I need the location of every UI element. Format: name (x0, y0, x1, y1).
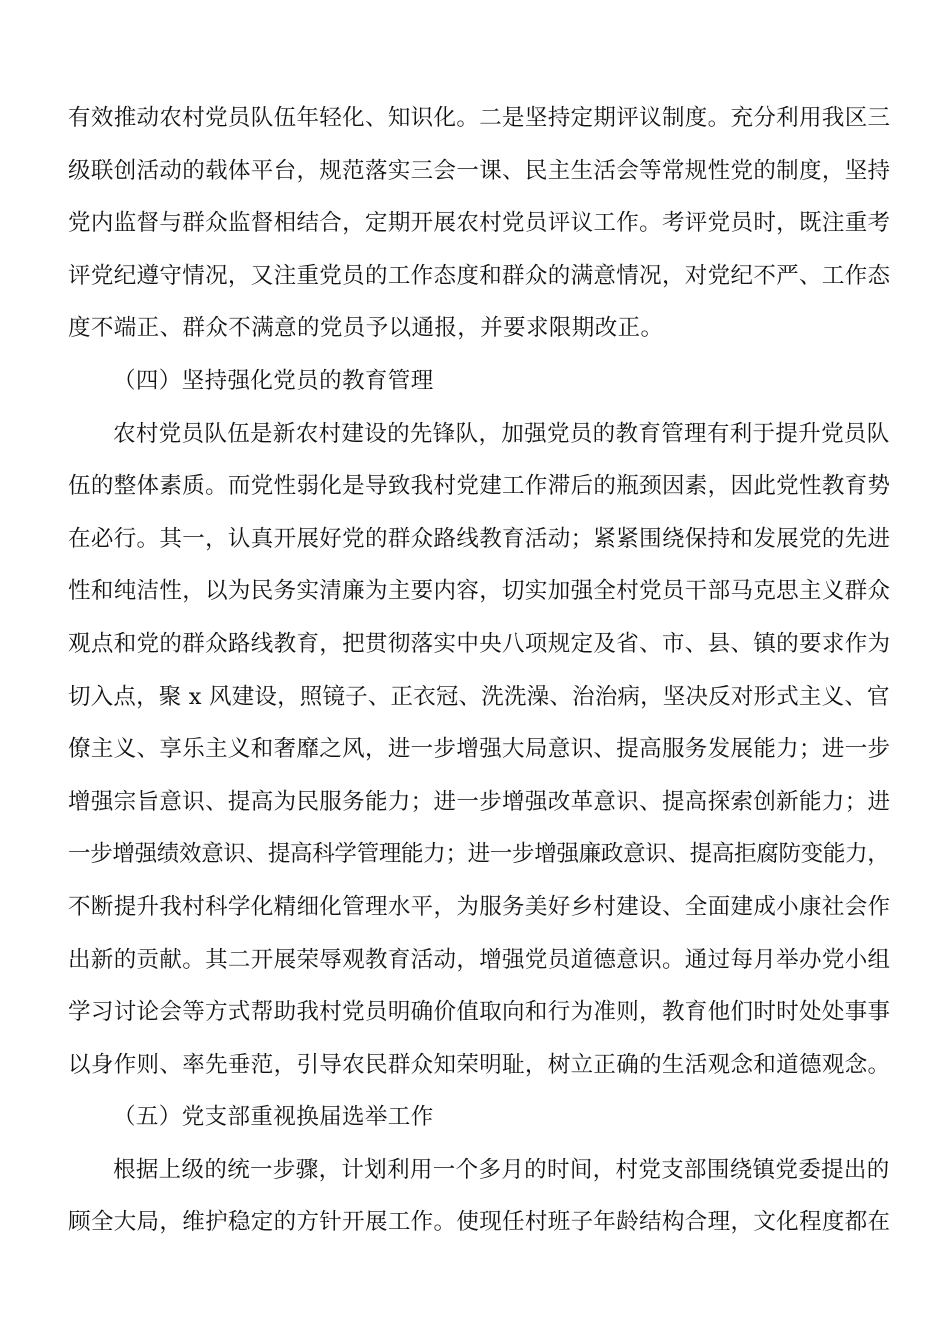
text-line: 观点和党的群众路线教育，把贯彻落实中央八项规定及省、市、县、镇的要求作为 (68, 630, 891, 657)
text-line: 切入点，聚 x 风建设，照镜子、正衣冠、洗洗澡、治治病，坚决反对形式主义、官 (68, 683, 890, 710)
text-line: 学习讨论会等方式帮助我村党员明确价值取向和行为准则，教育他们时时处处事事 (68, 999, 891, 1026)
text-line: 在必行。其一，认真开展好党的群众路线教育活动；紧紧围绕保持和发展党的先进 (68, 525, 891, 552)
text-line: 度不端正、群众不满意的党员予以通报，并要求限期改正。 (68, 315, 664, 342)
text-line: 不断提升我村科学化精细化管理水平，为服务美好乡村建设、全面建成小康社会作 (68, 893, 891, 920)
text-line: 有效推动农村党员队伍年轻化、知识化。二是坚持定期评议制度。充分利用我区三 (68, 105, 891, 131)
text-line: 评党纪遵守情况，又注重党员的工作态度和群众的满意情况，对党纪不严、工作态 (68, 262, 891, 289)
section-heading: （五）党支部重视换届选举工作 (113, 1104, 434, 1131)
text-line: 出新的贡献。其二开展荣辱观教育活动，增强党员道德意识。通过每月举办党小组 (68, 946, 891, 973)
text-line: 级联创活动的载体平台，规范落实三会一课、民主生活会等常规性党的制度，坚持 (68, 157, 891, 184)
text-line: 以身作则、率先垂范，引导农民群众知荣明耻，树立正确的生活观念和道德观念。 (68, 1051, 891, 1078)
text-line: 顾全大局，维护稳定的方针开展工作。使现任村班子年龄结构合理，文化程度都在 (68, 1209, 891, 1236)
text-line: 性和纯洁性，以为民务实清廉为主要内容，切实加强全村党员干部马克思主义群众 (68, 578, 891, 605)
paragraph-first-line: 根据上级的统一步骤，计划利用一个多月的时间，村党支部围绕镇党委提出的 (113, 1156, 890, 1183)
section-heading: （四）坚持强化党员的教育管理 (113, 367, 434, 394)
text-line: 伍的整体素质。而党性弱化是导致我村党建工作滞后的瓶颈因素，因此党性教育势 (68, 473, 891, 500)
text-line: 党内监督与群众监督相结合，定期开展农村党员评议工作。考评党员时，既注重考 (68, 210, 891, 237)
text-line: 僚主义、享乐主义和奢靡之风，进一步增强大局意识、提高服务发展能力；进一步 (68, 736, 891, 763)
text-line: 增强宗旨意识、提高为民服务能力；进一步增强改革意识、提高探索创新能力；进 (68, 788, 891, 815)
paragraph-first-line: 农村党员队伍是新农村建设的先锋队，加强党员的教育管理有利于提升党员队 (113, 420, 890, 447)
text-line: 一步增强绩效意识、提高科学管理能力；进一步增强廉政意识、提高拒腐防变能力， (68, 841, 890, 868)
document-page (68, 92, 890, 1249)
